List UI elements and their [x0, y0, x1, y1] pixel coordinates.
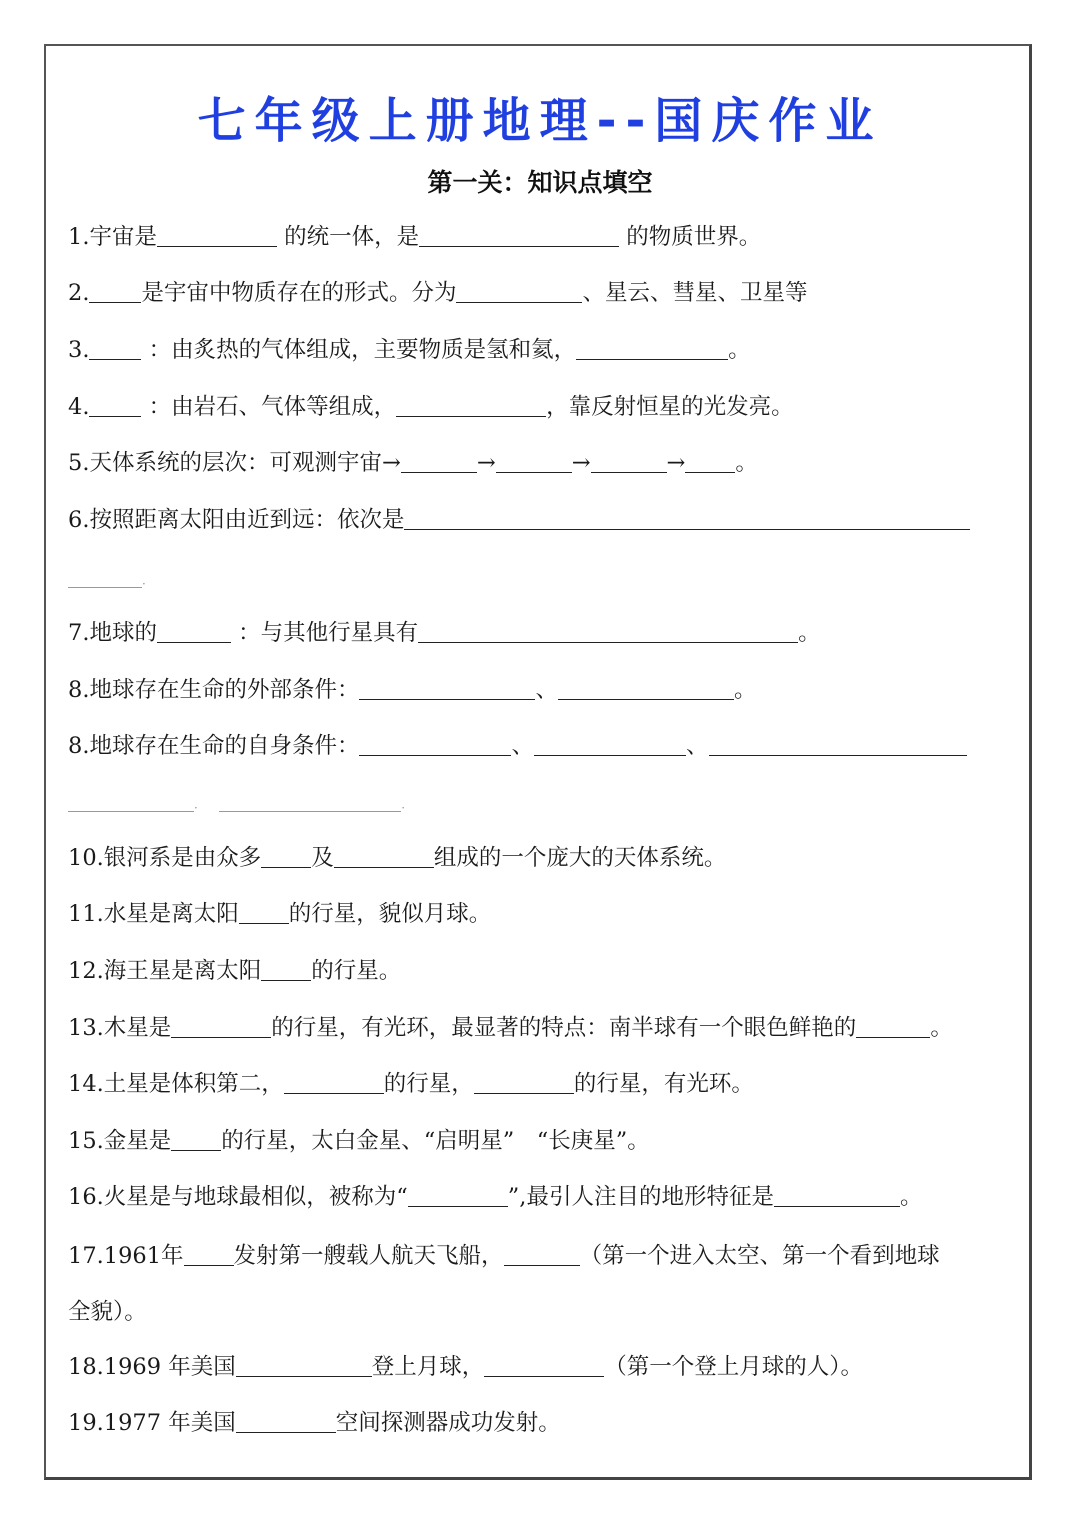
question-text: 。 [798, 620, 821, 646]
blank-field[interactable] [591, 445, 667, 473]
question-2 [68, 275, 808, 311]
question-12 [68, 953, 401, 989]
question-18 [68, 1349, 863, 1385]
blank-field[interactable] [456, 275, 582, 303]
question-text: 11.水星是离太阳 [68, 901, 239, 927]
question-1 [68, 219, 761, 255]
blank-field[interactable] [89, 332, 141, 360]
question-text: ：由炙热的气体组成，主要物质是氢和氦， [148, 337, 577, 363]
question-text: ，靠反射恒星的光发亮。 [546, 394, 794, 420]
blank-field[interactable] [496, 445, 572, 473]
question-text: ”,最引人注目的地形特征是 [507, 1184, 774, 1210]
question-text: ：由岩石、气体等组成， [148, 394, 397, 420]
blank-field[interactable] [89, 389, 141, 417]
question-text: 7.地球的 [68, 620, 157, 646]
blank-field[interactable] [408, 1179, 508, 1207]
question-text: 。 [930, 1015, 953, 1041]
question-text: 全貌）。 [68, 1299, 147, 1325]
question-text: 、 [511, 733, 534, 759]
blank-field[interactable] [171, 1010, 271, 1038]
question-text: 的物质世界。 [626, 224, 762, 250]
question-text: 、 [535, 677, 558, 703]
question-text: 。 [733, 677, 757, 703]
question-text: 的行星。 [311, 958, 402, 984]
blank-field[interactable] [68, 787, 194, 812]
question-text: → [476, 450, 496, 476]
blank-field[interactable] [685, 445, 735, 473]
question-text: 13.木星是 [68, 1015, 172, 1041]
question-text: （第一个登上月球的人）。 [604, 1354, 863, 1380]
question-10 [68, 840, 726, 876]
question-text: 、星云、彗星、卫星等 [582, 280, 808, 306]
blank-field[interactable] [261, 840, 311, 868]
question-text: 12.海王星是离太阳 [68, 958, 262, 984]
blank-field[interactable] [504, 1238, 580, 1266]
question-text: 、 [685, 733, 709, 759]
question-text: 的行星， [383, 1071, 474, 1097]
question-8-internal [68, 728, 967, 764]
question-6-continued: · [68, 563, 146, 599]
question-text: → [571, 450, 591, 476]
question-15 [68, 1123, 650, 1159]
question-text: 的行星，太白金星、“启明星” “长庚星”。 [221, 1128, 650, 1154]
question-text: 。 [899, 1184, 923, 1210]
question-8-continued: · · [68, 787, 405, 823]
question-11 [68, 896, 491, 932]
question-text: 。 [728, 337, 751, 363]
question-text: （第一个进入太空、第一个看到地球 [579, 1243, 940, 1269]
question-16 [68, 1179, 922, 1215]
question-text: 1.宇宙是 [68, 224, 157, 250]
question-text: 3. [68, 337, 90, 363]
question-13 [68, 1010, 953, 1046]
blank-field[interactable] [157, 615, 231, 643]
blank-field[interactable] [558, 672, 734, 700]
question-text: 2. [68, 280, 90, 306]
question-text: 的行星，貌似月球。 [288, 901, 492, 927]
question-text: 16.火星是与地球最相似，被称为“ [68, 1184, 408, 1210]
question-7 [68, 615, 821, 651]
question-text: 及 [311, 845, 334, 871]
blank-field[interactable] [484, 1349, 604, 1377]
question-text: 14.土星是体积第二， [68, 1071, 284, 1097]
section-title: 第一关：知识点填空 [427, 168, 653, 197]
question-19 [68, 1405, 561, 1441]
blank-field[interactable] [709, 728, 967, 756]
blank-field[interactable] [184, 1238, 234, 1266]
question-text: 15.金星是 [68, 1128, 172, 1154]
blank-field[interactable] [774, 1179, 900, 1207]
page-title: 七年级上册地理--国庆作业 [197, 93, 883, 149]
question-5 [68, 445, 758, 481]
question-text: 8.地球存在生命的自身条件： [68, 733, 360, 759]
question-text: 发射第一艘载人航天飞船， [233, 1243, 504, 1269]
question-text: 的行星，有光环。 [573, 1071, 754, 1097]
blank-field[interactable] [359, 672, 535, 700]
blank-field[interactable] [856, 1010, 930, 1038]
blank-field[interactable] [419, 219, 619, 247]
blank-field[interactable] [334, 840, 434, 868]
question-text: 是宇宙中物质存在的形式。分为 [141, 280, 457, 306]
question-text: 空间探测器成功发射。 [335, 1410, 561, 1436]
question-6 [68, 502, 970, 538]
question-text: 的统一体，是 [284, 224, 420, 250]
question-text: 17.1961年 [68, 1243, 184, 1269]
question-text: 组成的一个庞大的天体系统。 [433, 845, 727, 871]
question-text: 18.1969 年美国 [68, 1354, 236, 1380]
blank-field[interactable] [418, 615, 798, 643]
question-text: 10.银河系是由众多 [68, 845, 262, 871]
blank-field[interactable] [157, 219, 277, 247]
question-text: 8.地球存在生命的外部条件： [68, 677, 360, 703]
question-14 [68, 1066, 754, 1102]
question-text: 5.天体系统的层次：可观测宇宙→ [68, 450, 401, 476]
blank-field[interactable] [261, 953, 311, 981]
question-text: 。 [735, 450, 758, 476]
blank-field[interactable] [401, 445, 477, 473]
blank-field[interactable] [576, 332, 728, 360]
blank-field[interactable] [359, 728, 511, 756]
question-text: 4. [68, 394, 90, 420]
question-text: → [666, 450, 686, 476]
blank-field[interactable] [236, 1349, 372, 1377]
blank-field[interactable] [171, 1123, 221, 1151]
blank-field[interactable] [68, 563, 142, 588]
question-text: 19.1977 年美国 [68, 1410, 236, 1436]
blank-field[interactable] [396, 389, 546, 417]
question-8-external [68, 672, 757, 708]
blank-field[interactable] [404, 502, 970, 530]
blank-field[interactable] [219, 787, 401, 812]
question-17-continued [68, 1294, 147, 1330]
question-text: 的行星，有光环，最显著的特点：南半球有一个眼色鲜艳的 [271, 1015, 857, 1041]
blank-field[interactable] [236, 1405, 336, 1433]
blank-field[interactable] [474, 1066, 574, 1094]
blank-field[interactable] [89, 275, 141, 303]
blank-field[interactable] [239, 896, 289, 924]
blank-field[interactable] [534, 728, 686, 756]
question-4 [68, 389, 794, 425]
blank-field[interactable] [284, 1066, 384, 1094]
question-text: 6.按照距离太阳由近到远：依次是 [68, 507, 405, 533]
question-17 [68, 1238, 940, 1274]
question-text: 登上月球， [371, 1354, 485, 1380]
question-3 [68, 332, 751, 368]
question-text: ：与其他行星具有 [238, 620, 419, 646]
